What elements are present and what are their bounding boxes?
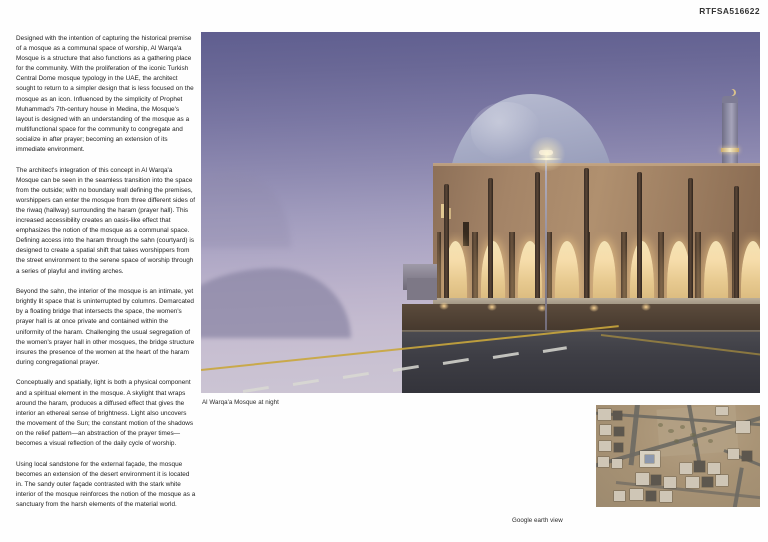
satellite-building <box>664 477 676 488</box>
satellite-building <box>680 463 692 474</box>
satellite-vegetation <box>658 423 663 427</box>
satellite-building <box>612 459 622 468</box>
arcade-pier <box>472 232 478 304</box>
arcade-pier <box>546 232 552 304</box>
satellite-building <box>702 477 713 487</box>
satellite-vegetation <box>674 439 679 443</box>
glowing-arch <box>704 241 728 304</box>
mosque-parapet <box>433 163 760 166</box>
palm-trunk <box>734 186 739 300</box>
arcade-bay <box>437 232 474 304</box>
palm-trunk <box>535 172 540 302</box>
article-paragraph: Using local sandstone for the external façade, the mosque becomes an extension of the desert environment it is located in. The sandy outer façade contrasted with the stark white interior of the mosque reinforces the notion of the mosque as a sanctuary from the harsh elements of the material world. <box>16 460 196 508</box>
neighbouring-building <box>407 278 437 300</box>
satellite-building <box>728 449 739 459</box>
palm-trunk <box>688 178 693 302</box>
satellite-building <box>600 425 611 435</box>
satellite-building <box>660 491 672 502</box>
satellite-building <box>614 443 623 452</box>
arcade-pier <box>437 232 441 304</box>
article-paragraph: Conceptually and spatially, light is both a physical component and a spiritual element in the mosque. A skylight that wraps around the haram, produces a diffused effect that gives the interior an ethereal sense of brightness. Light also uncovers the movement of the Sun; the constant motion of the shadows on the relief pattern—an abstraction of the prayer times— becomes a visual reflection of the daily cycle of worship. <box>16 379 194 447</box>
satellite-building <box>614 427 624 436</box>
satellite-building <box>636 473 649 485</box>
minaret-cap <box>722 96 738 103</box>
uplight <box>589 304 599 312</box>
article-paragraph: Designed with the intention of capturing the historical premise of a mosque as a communal space of worship, Al Warqa'a Mosque is a structure that also functions as a gathering place for the community. With the proliferation of the iconic Turkish Central Dome mosque typology in the UAE, the architect sought to return to a simpler design that is less focused on the mosque as an icon. Influenced by the simplicity of Prophet Muhammad's 7th-century house in Medina, the Mosque's layout is designed with an understanding of the mosque as a multifunctional space for the community to congregate and socialize in after prayer; becoming an extension of its immediate environment. <box>16 35 194 154</box>
glowing-arch <box>741 241 760 304</box>
satellite-building <box>598 409 611 420</box>
illuminated-arcade <box>437 232 760 304</box>
satellite-building <box>599 441 611 451</box>
satellite-building <box>694 461 705 472</box>
satellite-building <box>716 475 728 486</box>
minaret-light-band <box>721 148 739 152</box>
arcade-bay <box>549 232 586 304</box>
article-text-column <box>16 34 196 521</box>
satellite-building <box>613 411 622 420</box>
main-photo-caption: Al Warqa'a Mosque at night <box>202 399 279 406</box>
satellite-vegetation <box>680 425 685 429</box>
satellite-building <box>651 475 661 485</box>
street-lamp-glow <box>527 137 567 171</box>
satellite-building <box>630 489 643 500</box>
satellite-vegetation <box>690 433 696 437</box>
satellite-building <box>742 451 752 461</box>
palm-trunk <box>637 172 642 302</box>
uplight <box>439 302 449 310</box>
satellite-building <box>598 457 609 467</box>
crescent-finial-icon <box>727 89 734 96</box>
arcade-bay <box>511 232 548 304</box>
satellite-building <box>716 407 728 415</box>
satellite-vegetation <box>692 443 698 447</box>
arcade-pier <box>658 232 664 304</box>
satellite-building <box>736 421 750 433</box>
palm-trunk <box>584 168 589 302</box>
satellite-image <box>596 405 760 507</box>
satellite-mosque-roof <box>645 455 654 463</box>
satellite-vegetation <box>668 429 674 433</box>
article-paragraph: The architect's integration of this concept in Al Warqa'a Mosque can be seen in the seamless transition into the space from the outside; with no boundary wall defining the premises, worshippers can enter the mosque from three different sides of the riwaq (hallway) surrounding the haram (prayer hall). This increased accessibility creates an oasis-like effect that emphasizes the notion of the mosque as a communal space. Defining access into the haram through the sahn (courtyard) is designed to create a spatial shift that takes worshippers from the street environment to the serene space of worship through a series of playful and inviting arches. <box>16 166 196 275</box>
arcade-bay <box>697 232 734 304</box>
satellite-building <box>646 491 656 501</box>
article-paragraph: Beyond the sahn, the interior of the mosque is an intimate, yet brightly lit space that is uninterrupted by columns. Demarcated by a floating bridge that intersects the space, the women's prayer hall is at once private and contained within the uniformity of the haram. Challenging the usual segregation of the women's prayer hall in other mosques, the bridge structure insures the presence of the women at the heart of the haram during congregational prayer. <box>16 288 195 366</box>
satellite-building <box>686 477 699 488</box>
main-photograph <box>201 32 760 393</box>
satellite-vegetation <box>708 439 713 443</box>
document-code: RTFSA516622 <box>699 6 760 16</box>
palm-trunk <box>444 184 449 302</box>
glowing-arch <box>555 241 579 304</box>
satellite-building <box>614 491 625 501</box>
street-lamp-pole <box>545 152 547 337</box>
uplight <box>641 303 651 311</box>
arcade-pier <box>509 232 515 304</box>
facade-window-slit <box>449 208 451 219</box>
satellite-building <box>708 463 720 474</box>
street-lamp-flare <box>532 158 562 160</box>
glowing-arch <box>593 241 617 304</box>
satellite-caption: Google earth view <box>512 517 563 524</box>
palm-trunk <box>488 178 493 302</box>
arcade-pier <box>695 232 701 304</box>
satellite-vegetation <box>702 427 707 431</box>
arcade-pier <box>621 232 627 304</box>
arcade-bay <box>586 232 623 304</box>
uplight <box>487 303 497 311</box>
